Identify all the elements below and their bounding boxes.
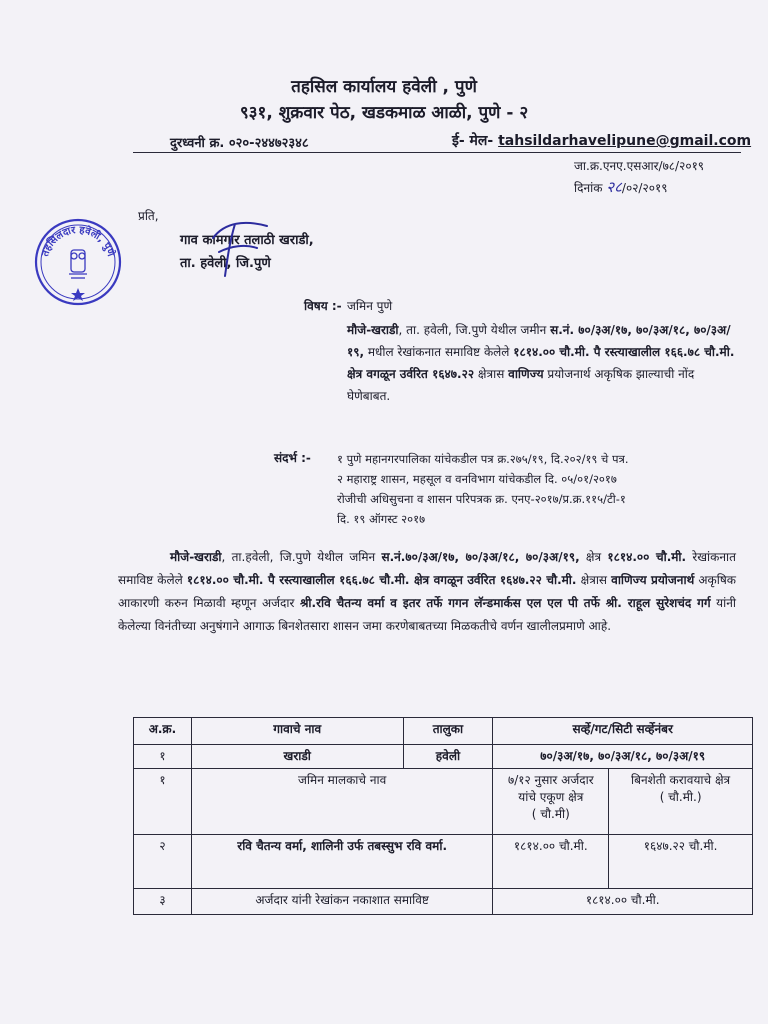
subject-heading: जमिन पुणे <box>347 299 393 313</box>
subject-village: मौजे-खराडी <box>347 323 399 337</box>
svg-text:तहसिलदार हवेली, पुणे: तहसिलदार हवेली, पुणे <box>40 224 116 258</box>
cell-na-area-header <box>609 769 753 835</box>
subject-label: विषय :- <box>304 299 342 313</box>
office-seal-stamp <box>33 212 123 308</box>
body-paragraph <box>118 546 736 638</box>
table-row <box>134 745 753 769</box>
cell-sr-no: १ <box>134 745 192 769</box>
col-header-taluka: तालुका <box>403 718 493 745</box>
cell-area-header <box>493 769 609 835</box>
cell-village: खराडी <box>191 745 403 769</box>
reference-item-2: २ महाराष्ट्र शासन, महसूल व वनविभाग यांचेकडील दि. ०५/०१/२०१७ <box>337 472 617 486</box>
references-list <box>337 449 747 529</box>
para-text-5: अकृषिक आकारणी करुन मिळावी म्हणून अर्जदार <box>118 573 736 610</box>
cell-layout-area: १८१४.०० चौ.मी. <box>493 889 753 915</box>
reference-item-1: १ पुणे महानगरपालिका यांचेकडील पत्र क्र.२७५/१९, दि.२०२/१९ चे पत्र. <box>337 452 629 466</box>
subject-survey-numbers: स.नं. ७०/३अ/१७, ७०/३अ/१८, ७०/३अ/१९, <box>347 323 731 359</box>
date-label: दिनांक <box>574 181 603 195</box>
recipient-line-1: गाव कामगार तलाठी खराडी, <box>180 233 314 248</box>
property-details-table <box>133 717 753 915</box>
para-text-2: क्षेत्र <box>579 550 608 564</box>
na-header-unit: ( चौ.मी.) <box>659 790 702 804</box>
letter-date <box>574 177 667 197</box>
para-text-1: , ता.हवेली, जि.पुणे येथील जमिन <box>221 550 382 564</box>
para-applicant: श्री.रवि चैतन्य वर्मा व इतर तर्फे गगन लॅन्डमार्कस एल एल पी तर्फे श्री. राहूल सुरेशचंद गर्ग <box>299 596 711 610</box>
col-header-village: गावाचे नाव <box>191 718 403 745</box>
subject-area: १८१४.०० चौ.मी. पै रस्त्याखालील १६६.७८ चौ.मी. क्षेत्र वगळून उर्वरित १६४७.२२ <box>347 345 735 381</box>
cell-sr-no: १ <box>134 769 192 835</box>
office-title: तहसिल कार्यालय हवेली , पुणे <box>291 77 477 97</box>
cell-survey-no: ७०/३अ/१७, ७०/३अ/१८, ७०/३अ/१९ <box>493 745 753 769</box>
para-purpose: वाणिज्य प्रयोजनार्थ <box>611 573 695 587</box>
subject-purpose: वाणिज्य <box>508 367 544 381</box>
para-text-4: क्षेत्रास <box>576 573 612 587</box>
para-survey-numbers: स.नं.७०/३अ/१७, ७०/३अ/१८, ७०/३अ/१९, <box>381 550 580 564</box>
cell-owner-name: रवि चैतन्य वर्मा, शालिनी उर्फ तबस्सुभ रवि वर्मा. <box>191 835 492 889</box>
recipient-line-2: ता. हवेली, जि.पुणे <box>180 256 271 271</box>
area-header-label: ७/१२ नुसार अर्जदार यांचे एकूण क्षेत्र <box>507 773 594 804</box>
table-row <box>134 769 753 835</box>
cell-sr-no: ३ <box>134 889 192 915</box>
date-month-year: /०२/२०१९ <box>621 181 668 195</box>
subject-text-4: प्रयोजनार्थ अकृषिक झाल्याची नोंद घेणेबाबत. <box>347 367 695 403</box>
reference-item-2-cont: रोजीची अधिसुचना व शासन परिपत्रक क्र. एनए-२०१७/प्र.क्र.११५/टी-१ <box>337 492 626 506</box>
cell-na-area: १६४७.२२ चौ.मी. <box>609 835 753 889</box>
references-label: संदर्भ :- <box>274 451 311 465</box>
subject-text-1: , ता. हवेली, जि.पुणे येथील जमीन <box>398 323 551 337</box>
table-row <box>134 835 753 889</box>
subject-body <box>347 319 737 407</box>
subject-text-2: मधील रेखांकनात समाविष्ट केलेले <box>364 345 514 359</box>
col-header-survey-no: सर्व्हे/गट/सिटी सर्व्हेनंबर <box>493 718 753 745</box>
para-text-3: रेखांकनात समाविष्ट केलेले <box>118 550 736 587</box>
email-label: ई- मेल- <box>452 133 494 149</box>
cell-sr-no: २ <box>134 835 192 889</box>
para-text-6: यांनी केलेल्या विनंतीच्या अनुषंगाने आगाऊ बिनशेतसारा शासन जमा करणेबाबतच्या मिळकतीचे वर्णन खालीलप्रमाणे आहे. <box>118 596 736 633</box>
email-line <box>452 131 751 150</box>
cell-taluka: हवेली <box>403 745 493 769</box>
reference-item-2-date: दि. १९ ऑगस्ट २०१७ <box>337 512 426 526</box>
reference-number: जा.क्र.एनए.एसआर/७८/२०१९ <box>574 159 705 173</box>
col-header-sr-no: अ.क्र. <box>134 718 192 745</box>
header-divider <box>133 152 741 153</box>
para-total-area: १८१४.०० चौ.मी. <box>607 550 687 564</box>
phone-number: दुरध्वनी क्र. ०२०-२४४७२३४८ <box>170 136 309 151</box>
handwritten-signature <box>205 218 275 280</box>
para-village: मौजे-खराडी <box>170 550 222 564</box>
date-day-handwritten: २८ <box>606 178 622 196</box>
subject-text-3: क्षेत्रास <box>474 367 509 381</box>
email-address[interactable]: tahsildarhavelipune@gmail.com <box>498 133 752 149</box>
cell-owner-header: जमिन मालकाचे नाव <box>191 769 492 835</box>
cell-layout-desc: अर्जदार यांनी रेखांकन नकाशात समाविष्ट <box>191 889 492 915</box>
area-header-unit: ( चौ.मी) <box>531 807 570 821</box>
recipient-salutation: प्रति, <box>138 209 159 223</box>
para-area-detail: १८१४.०० चौ.मी. पै रस्त्याखालील १६६.७८ चौ.मी. क्षेत्र वगळून उर्वरित १६४७.२२ चौ.मी. <box>186 573 577 587</box>
table-header-row <box>134 718 753 745</box>
cell-total-area: १८१४.०० चौ.मी. <box>493 835 609 889</box>
office-address: ९३१, शुक्रवार पेठ, खडकमाळ आळी, पुणे - २ <box>239 103 529 123</box>
table-row <box>134 889 753 915</box>
na-header-label: बिनशेती करावयाचे क्षेत्र <box>631 773 731 787</box>
